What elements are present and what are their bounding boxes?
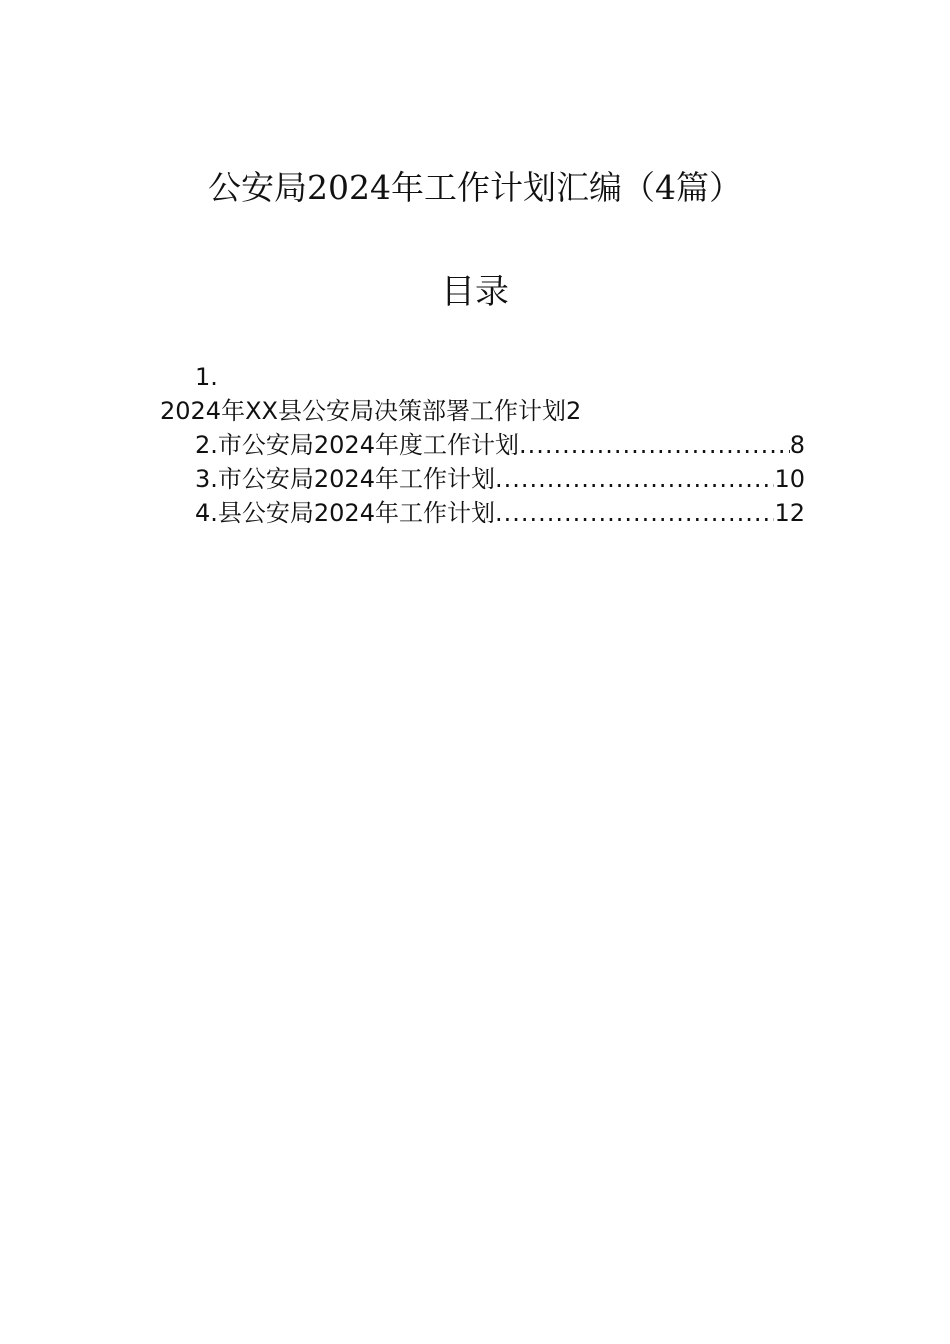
toc-item-label: 3.市公安局2024年工作计划 — [195, 465, 495, 493]
toc-item-page: 8 — [789, 431, 805, 459]
toc-item-2[interactable] — [160, 428, 805, 462]
title-suffix: 篇） — [675, 168, 742, 207]
toc-item-label: 4.县公安局2024年工作计划 — [195, 499, 495, 527]
table-of-contents — [160, 360, 810, 530]
title-count: 4 — [654, 168, 676, 207]
toc-item-page: 12 — [774, 499, 805, 527]
dot-leader — [495, 462, 774, 496]
toc-item-3[interactable] — [160, 462, 805, 496]
toc-item-4[interactable] — [160, 496, 805, 530]
toc-item-1-label: 2024年XX县公安局决策部署工作计划 — [160, 397, 566, 425]
document-title — [0, 162, 950, 214]
dot-leader — [519, 428, 790, 462]
toc-item-1-number[interactable]: 1. — [195, 363, 218, 391]
title-prefix: 公安局 — [208, 168, 307, 207]
title-mid: 年工作计划汇编（ — [390, 168, 655, 207]
toc-item-1-page: 2 — [565, 397, 582, 425]
toc-item-page: 10 — [774, 465, 805, 493]
dot-leader — [495, 496, 774, 530]
title-year: 2024 — [307, 168, 391, 207]
toc-heading: 目录 — [441, 272, 509, 312]
toc-item-1[interactable] — [160, 394, 810, 428]
toc-item-label: 2.市公安局2024年度工作计划 — [195, 431, 519, 459]
